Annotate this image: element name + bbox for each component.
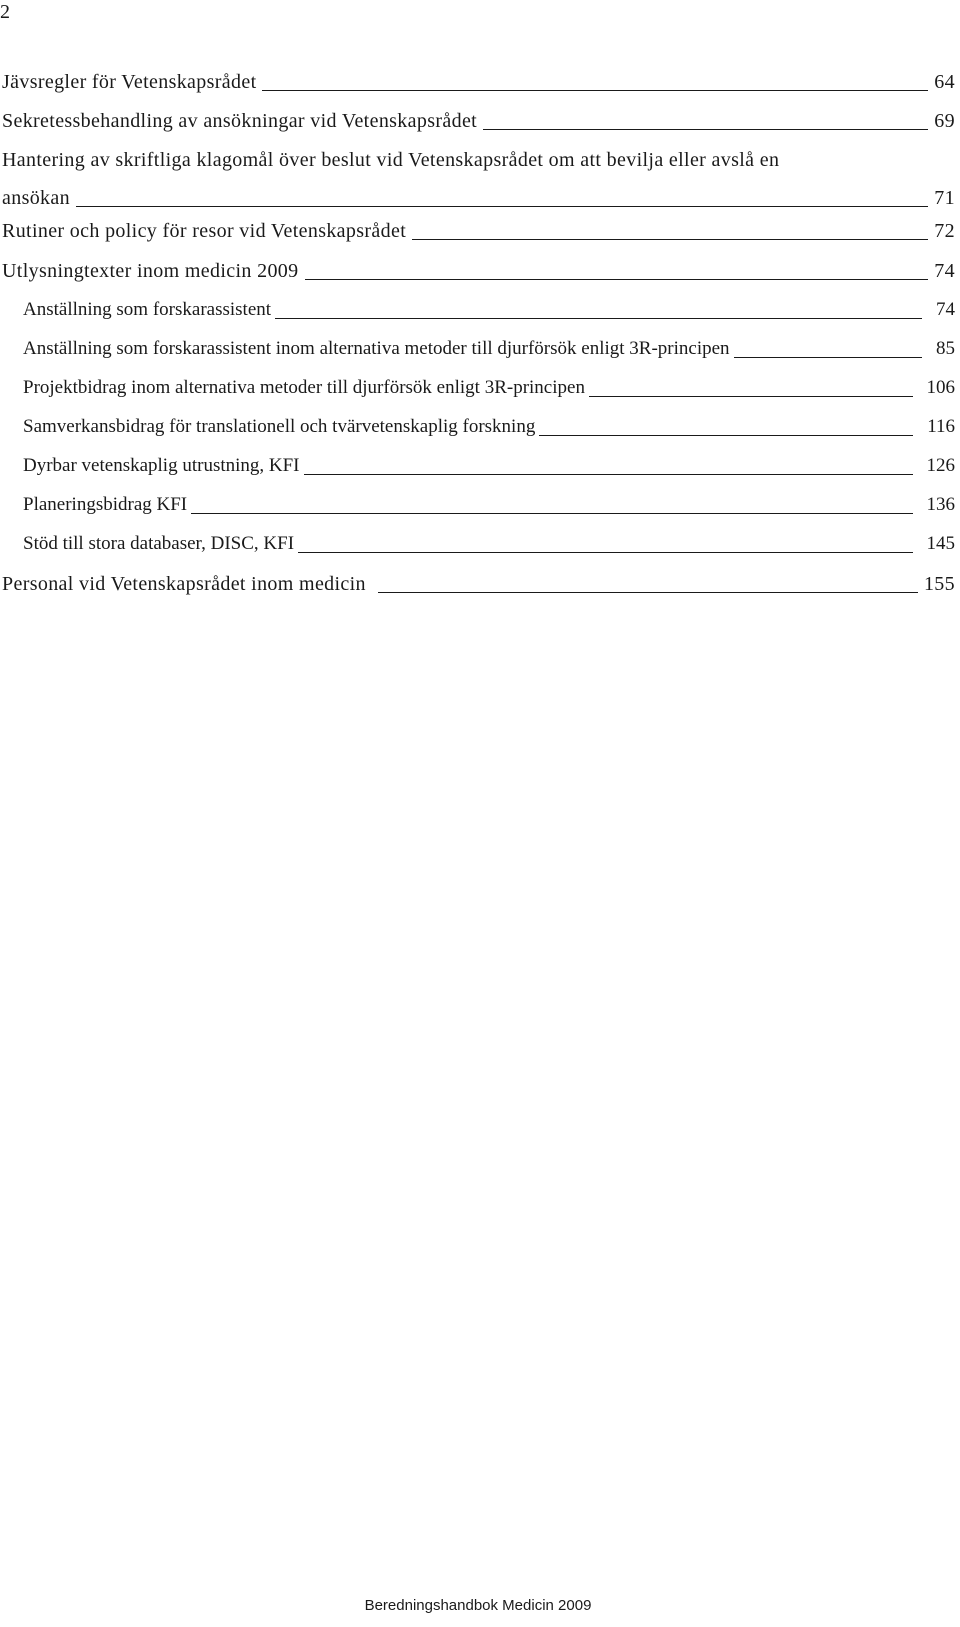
toc-entry-stora-databaser[interactable]	[23, 532, 955, 556]
toc-entry-title: Dyrbar vetenskaplig utrustning, KFI	[23, 455, 300, 476]
page-footer	[0, 1597, 960, 1615]
toc-entry-forskarassistent-3r[interactable]	[23, 337, 955, 361]
toc-entry-page: 116	[927, 416, 955, 437]
toc-entry-page: 106	[926, 377, 955, 398]
toc-entry-page: 74	[934, 260, 955, 282]
toc-entry-page: 126	[926, 455, 955, 476]
toc-entry-utlysningtexter[interactable]	[2, 259, 955, 283]
toc-entry-page: 155	[923, 573, 955, 595]
toc-entry-page: 69	[934, 110, 955, 132]
toc-leader-line	[539, 435, 913, 436]
toc-leader-line	[304, 474, 913, 475]
toc-leader-line	[589, 396, 913, 397]
toc-entry-title: Planeringsbidrag KFI	[23, 494, 188, 515]
toc-entry-projektbidrag-3r[interactable]	[23, 376, 955, 400]
toc-entry-sekretess[interactable]	[2, 109, 955, 133]
page-number: 2	[0, 1, 10, 23]
toc-entry-page: 72	[934, 220, 955, 242]
toc-entry-javsregler[interactable]	[2, 70, 955, 94]
toc-entry-personal[interactable]	[2, 572, 955, 596]
toc-entry-title: Stöd till stora databaser, DISC, KFI	[23, 533, 295, 554]
toc-entry-page: 136	[926, 494, 955, 515]
toc-leader-line	[305, 279, 929, 280]
toc-entry-dyrbar-utrustning[interactable]	[23, 454, 955, 478]
toc-leader-line	[191, 513, 912, 514]
toc-entry-title: Projektbidrag inom alternativa metoder till djurförsök enligt 3R-principen	[23, 377, 585, 398]
toc-leader-line	[378, 592, 918, 593]
toc-leader-line	[412, 239, 928, 240]
toc-entry-title: Samverkansbidrag för translationell och tvärvetenskaplig forskning	[23, 416, 536, 437]
toc-entry-klagomal[interactable]	[2, 148, 955, 210]
toc-entry-page: 64	[934, 71, 955, 93]
toc-leader-line	[275, 318, 922, 319]
toc-entry-page: 85	[936, 338, 955, 359]
toc-entry-page: 145	[926, 533, 955, 554]
toc-leader-line	[262, 90, 928, 91]
toc-entry-title-line2: ansökan	[2, 187, 70, 209]
toc-entry-title: Personal vid Vetenskapsrådet inom medicin	[2, 573, 366, 595]
toc-leader-line	[298, 552, 912, 553]
toc-entry-title: Utlysningtexter inom medicin 2009	[2, 260, 299, 282]
footer-text: Beredningshandbok Medicin 2009	[364, 1597, 592, 1614]
toc-entry-rutiner[interactable]	[2, 219, 955, 243]
toc-entry-page: 71	[934, 187, 955, 209]
toc-leader-line	[483, 129, 928, 130]
toc-entry-title: Sekretessbehandling av ansökningar vid Vetenskapsrådet	[2, 110, 478, 132]
toc-entry-planeringsbidrag[interactable]	[23, 493, 955, 517]
toc-leader-line	[734, 357, 922, 358]
toc-entry-forskarassistent[interactable]	[23, 298, 955, 322]
toc-leader-line	[76, 206, 928, 207]
toc-entry-title: Anställning som forskarassistent inom alternativa metoder till djurförsök enligt 3R-principen	[23, 338, 730, 359]
toc-entry-page: 74	[936, 299, 955, 320]
toc-entry-samverkansbidrag[interactable]	[23, 415, 955, 439]
toc-entry-title: Anställning som forskarassistent	[23, 299, 272, 320]
toc-entry-title: Jävsregler för Vetenskapsrådet	[2, 71, 257, 93]
toc-entry-title: Rutiner och policy för resor vid Vetenskapsrådet	[2, 220, 407, 242]
toc-entry-title-line1: Hantering av skriftliga klagomål över beslut vid Vetenskapsrådet om att bevilja eller avslå en	[2, 149, 780, 171]
